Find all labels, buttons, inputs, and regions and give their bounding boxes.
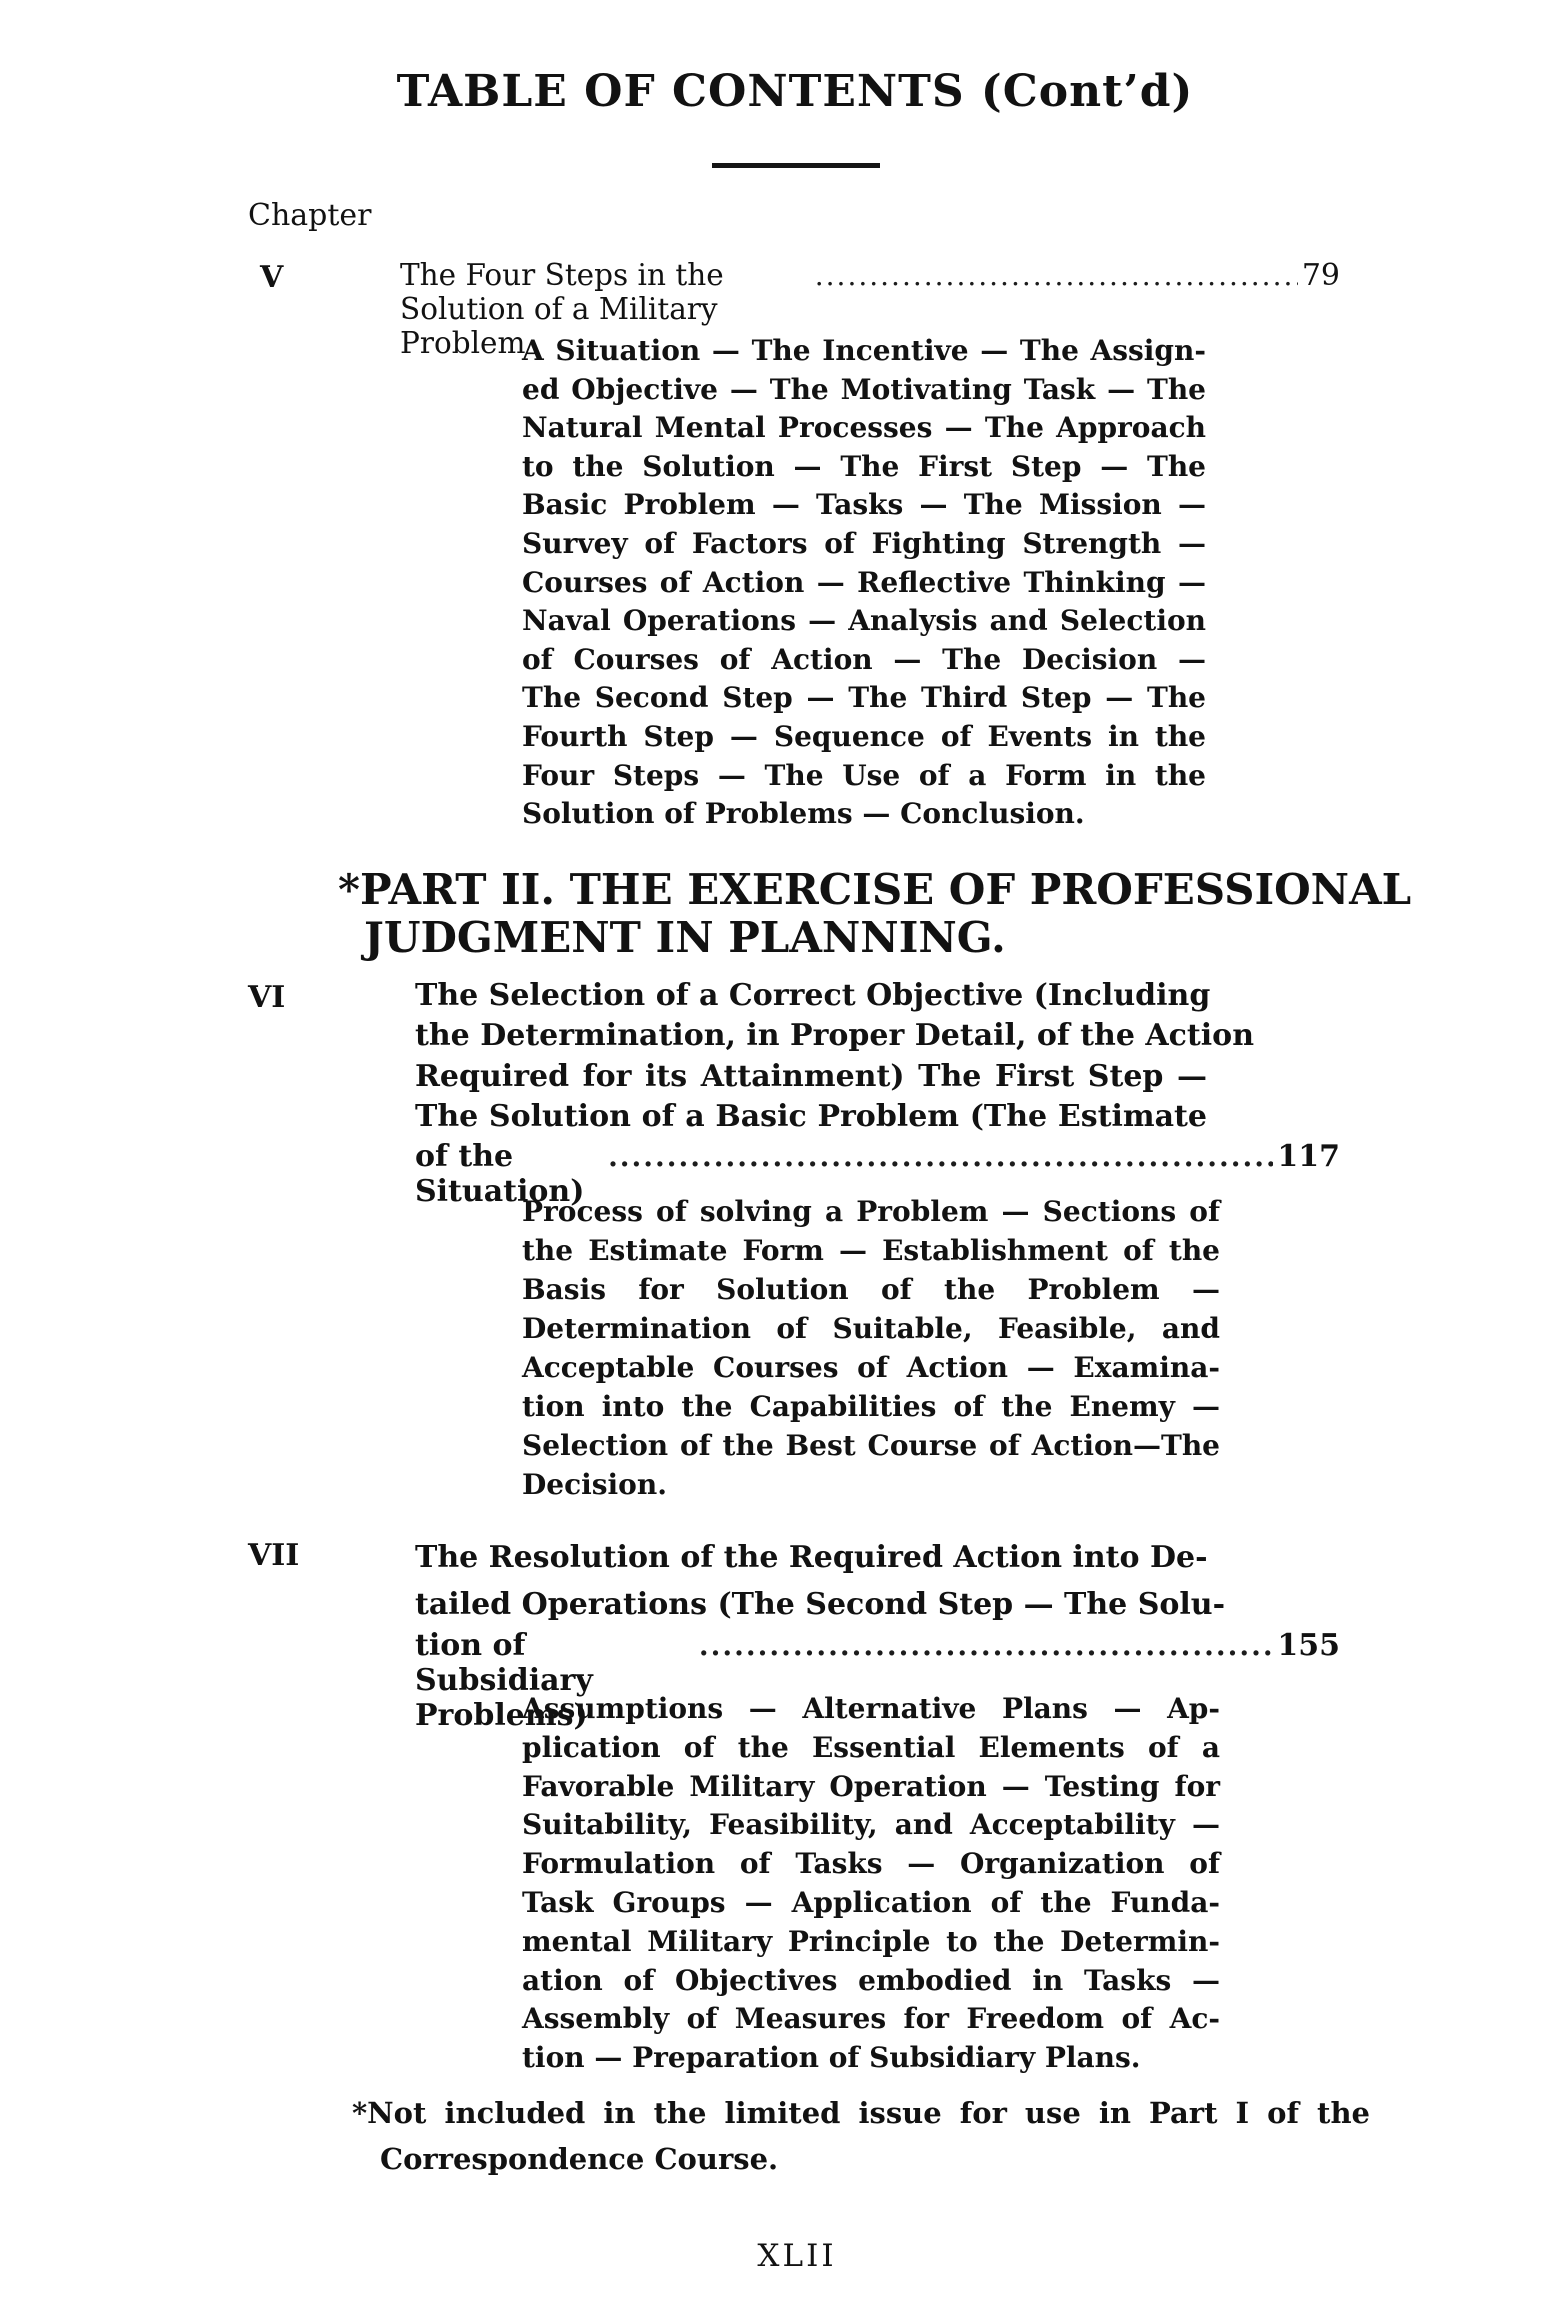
page-title: TABLE OF CONTENTS (Cont’d) xyxy=(396,66,1194,117)
dot-leader xyxy=(815,258,1298,292)
text-line: the Estimate Form — Establishment of the xyxy=(522,1234,1220,1267)
text-line: Formulation of Tasks — Organization of xyxy=(522,1847,1220,1881)
part-ii-heading-line2: JUDGMENT IN PLANNING. xyxy=(364,913,1006,962)
footnote-line2: Correspondence Course. xyxy=(380,2142,779,2176)
text-line: Assembly of Measures for Freedom of Ac- xyxy=(522,2002,1220,2036)
chapter-vi-page-ref: 117 xyxy=(1277,1139,1340,1174)
text-line: Process of solving a Problem — Sections of xyxy=(522,1195,1220,1228)
chapter-vi-numeral: VI xyxy=(248,980,286,1015)
text-line: Basis for Solution of the Problem — xyxy=(522,1273,1220,1306)
chapter-vi-title xyxy=(415,976,1255,1137)
chapter-vii-numeral: VII xyxy=(248,1538,300,1573)
text-line: The Selection of a Correct Objective (Including xyxy=(415,978,1211,1013)
footnote-line1: *Not included in the limited issue for use in Part I of the xyxy=(352,2096,1370,2130)
text-line: to the Solution — The First Step — The xyxy=(522,449,1206,483)
text-line: Natural Mental Processes — The Approach xyxy=(522,411,1206,445)
text-line: Favorable Military Operation — Testing for xyxy=(522,1769,1220,1803)
part-ii-heading xyxy=(338,865,1412,962)
text-line: Suitability, Feasibility, and Acceptability — xyxy=(522,1808,1220,1842)
text-line: Survey of Factors of Fighting Strength — xyxy=(522,526,1206,560)
chapter-v-title: The Four Steps in the Solution of a Military Problem xyxy=(400,258,724,360)
text-line: Determination of Suitable, Feasible, and xyxy=(522,1312,1220,1345)
text-line: tion — Preparation of Subsidiary Plans. xyxy=(522,2041,1141,2075)
text-line: Required for its Attainment) The First Step — xyxy=(415,1058,1207,1094)
text-line: mental Military Principle to the Determin- xyxy=(522,1924,1220,1958)
folio-page-number: XLII xyxy=(757,2238,837,2274)
chapter-v-page-ref: 79 xyxy=(1301,258,1340,293)
text-line: Courses of Action — Reflective Thinking — xyxy=(522,565,1206,599)
text-line: The Second Step — The Third Step — The xyxy=(522,681,1206,715)
text-line: Naval Operations — Analysis and Selection xyxy=(522,604,1206,638)
text-line: Assumptions — Alternative Plans — Ap- xyxy=(522,1692,1220,1725)
text-line: Four Steps — The Use of a Form in the xyxy=(522,758,1206,792)
chapter-column-label: Chapter xyxy=(248,198,372,233)
text-line: the Determination, in Proper Detail, of the Action xyxy=(415,1018,1255,1054)
text-line: Fourth Step — Sequence of Events in the xyxy=(522,719,1206,753)
text-line: plication of the Essential Elements of a xyxy=(522,1730,1220,1764)
text-line: ed Objective — The Motivating Task — The xyxy=(522,372,1206,406)
chapter-v-numeral: V xyxy=(260,260,284,295)
text-line: Selection of the Best Course of Action—The xyxy=(522,1429,1220,1462)
footnote xyxy=(352,2090,1370,2182)
dot-leader xyxy=(608,1139,1273,1174)
chapter-vii-description xyxy=(522,1690,1220,2078)
chapter-vi-description xyxy=(522,1192,1220,1504)
text-line: tailed Operations (The Second Step — The Solu- xyxy=(415,1587,1226,1622)
text-line: Decision. xyxy=(522,1468,667,1501)
text-line: ation of Objectives embodied in Tasks — xyxy=(522,1963,1220,1997)
text-line: tion into the Capabilities of the Enemy — xyxy=(522,1390,1220,1423)
text-line: The Resolution of the Required Action into De- xyxy=(415,1540,1208,1575)
text-line: Acceptable Courses of Action — Examina- xyxy=(522,1351,1220,1384)
dot-leader xyxy=(699,1628,1273,1663)
text-line: Solution of Problems — Conclusion. xyxy=(522,797,1085,831)
chapter-vii-title xyxy=(415,1534,1226,1628)
text-line: Task Groups — Application of the Funda- xyxy=(522,1885,1220,1919)
chapter-vii-title-last: tion of Subsidiary Problems) xyxy=(415,1628,593,1733)
text-line: The Solution of a Basic Problem (The Estimate xyxy=(415,1098,1207,1134)
chapter-vii-page-ref: 155 xyxy=(1277,1628,1340,1663)
text-line: Basic Problem — Tasks — The Mission — xyxy=(522,488,1206,522)
text-line: A Situation — The Incentive — The Assign- xyxy=(522,334,1206,367)
part-ii-heading-line1: *PART II. THE EXERCISE OF PROFESSIONAL xyxy=(338,865,1412,914)
title-rule xyxy=(712,163,880,168)
chapter-vi-title-last: of the Situation) xyxy=(415,1139,585,1209)
text-line: of Courses of Action — The Decision — xyxy=(522,642,1206,676)
chapter-v-description xyxy=(522,332,1206,834)
